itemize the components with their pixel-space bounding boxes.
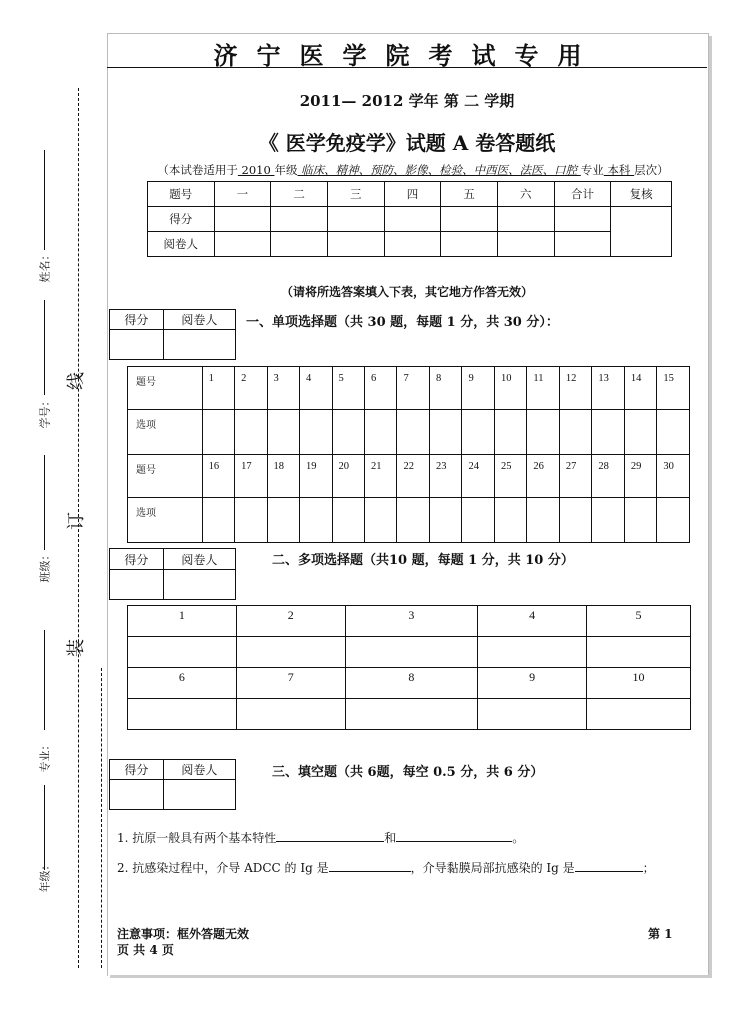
score-cell[interactable] (214, 207, 271, 232)
summary-header: 复核 (611, 182, 672, 207)
q2-text-end: ； (642, 861, 655, 875)
student-id-underline[interactable] (44, 300, 45, 395)
score-cell[interactable] (384, 207, 441, 232)
sc-answer-cell[interactable] (332, 498, 364, 543)
sc-answer-cell[interactable] (657, 410, 690, 455)
mc-number: 10 (587, 668, 691, 699)
name-label: 姓名： (38, 249, 52, 283)
frame-shadow-bottom (110, 975, 712, 978)
section3-title: 三、填空题（共 6题，每空 0.5 分，共 6 分） (272, 765, 544, 780)
grader-cell[interactable] (327, 232, 384, 257)
sc-number: 4 (300, 367, 332, 410)
sc-answer-cell[interactable] (365, 410, 397, 455)
major-underline[interactable] (44, 630, 45, 730)
class-label: 班级： (38, 549, 52, 583)
score-cell[interactable] (271, 207, 328, 232)
mc-answer-cell[interactable] (587, 637, 691, 668)
sc-number: 5 (332, 367, 364, 410)
sc-answer-cell[interactable] (202, 410, 234, 455)
binding-char-xian: 线 (66, 372, 87, 390)
q2-text-mid: ，介导黏膜局部抗感染的 Ig 是 (410, 861, 575, 875)
sc-answer-cell[interactable] (592, 498, 624, 543)
score-cell[interactable] (110, 570, 164, 600)
summary-header-row (148, 182, 672, 207)
mc-answer-cell[interactable] (345, 637, 478, 668)
sc-number: 24 (462, 455, 494, 498)
score-cell[interactable] (110, 330, 164, 360)
sc-answer-cell[interactable] (235, 498, 267, 543)
mc-number: 8 (345, 668, 478, 699)
name-underline[interactable] (44, 150, 45, 250)
scope-prefix: （本试卷适用于 (157, 163, 238, 177)
sc-answer-cell[interactable] (657, 498, 690, 543)
sc-answer-cell[interactable] (624, 410, 656, 455)
grader-cell[interactable] (163, 330, 235, 360)
mc-answer-cell[interactable] (478, 637, 587, 668)
sc-answer-cell[interactable] (365, 498, 397, 543)
section2-grader-box (109, 548, 236, 600)
sc-number: 26 (527, 455, 559, 498)
summary-header: 合计 (554, 182, 611, 207)
mc-number: 9 (478, 668, 587, 699)
sc-row-label: 题号 (128, 367, 203, 410)
mc-number: 3 (345, 606, 478, 637)
scope-major-suffix: 专业 (580, 163, 604, 177)
sc-number: 13 (592, 367, 624, 410)
grader-cell[interactable] (441, 232, 498, 257)
mc-answer-row (128, 699, 691, 730)
score-cell[interactable] (110, 780, 164, 810)
sc-row-label: 选项 (128, 410, 203, 455)
scope-grade: 2010 (237, 163, 275, 177)
major-label: 专业： (38, 739, 52, 773)
sc-answer-cell[interactable] (332, 410, 364, 455)
sc-row-label: 选项 (128, 498, 203, 543)
paper-title: 《 医学免疫学》试题 A 卷答题纸 (258, 131, 556, 155)
grader-cell[interactable] (497, 232, 554, 257)
summary-header: 一 (214, 182, 271, 207)
sc-number: 12 (559, 367, 591, 410)
mc-answer-cell[interactable] (236, 699, 345, 730)
summary-header: 二 (271, 182, 328, 207)
mc-number: 7 (236, 668, 345, 699)
mc-number: 5 (587, 606, 691, 637)
sc-number: 2 (235, 367, 267, 410)
answer-instruction: （请将所选答案填入下表，其它地方作答无效） (280, 285, 533, 299)
frame-shadow (709, 36, 712, 977)
binding-char-zhuang: 装 (66, 639, 87, 657)
score-cell[interactable] (441, 207, 498, 232)
review-cell[interactable] (611, 207, 672, 257)
sc-answer-cell[interactable] (429, 498, 461, 543)
sc-number: 1 (202, 367, 234, 410)
summary-header: 四 (384, 182, 441, 207)
sc-answer-cell[interactable] (462, 498, 494, 543)
summary-header: 五 (441, 182, 498, 207)
sc-number: 30 (657, 455, 690, 498)
mc-number: 2 (236, 606, 345, 637)
grader-cell[interactable] (214, 232, 271, 257)
score-label: 得分 (110, 760, 164, 780)
sc-number: 20 (332, 455, 364, 498)
q2-blank-1[interactable] (329, 871, 411, 872)
sc-number-row (128, 455, 690, 498)
sc-answer-row (128, 410, 690, 455)
grader-cell[interactable] (271, 232, 328, 257)
paper-scope (133, 162, 693, 178)
sc-number: 17 (235, 455, 267, 498)
sc-number: 18 (267, 455, 299, 498)
mc-answer-row (128, 637, 691, 668)
q1-blank-2[interactable] (396, 841, 512, 842)
q1-text-mid: 和 (384, 831, 397, 845)
q1-text-end: 。 (512, 831, 525, 845)
mc-answer-cell[interactable] (236, 637, 345, 668)
sc-number: 9 (462, 367, 494, 410)
scope-grade-suffix: 年级 (274, 163, 298, 177)
summary-header: 六 (497, 182, 554, 207)
sc-number-row (128, 367, 690, 410)
q1-blank-1[interactable] (276, 841, 384, 842)
mc-answer-cell[interactable] (587, 699, 691, 730)
sc-number: 28 (592, 455, 624, 498)
single-choice-table (127, 366, 690, 543)
sc-number: 21 (365, 455, 397, 498)
exam-term: 2011— 2012 学年 第 二 学期 (299, 92, 515, 110)
grader-cell[interactable] (163, 780, 235, 810)
sc-answer-cell[interactable] (462, 410, 494, 455)
grade-label: 年级： (38, 859, 52, 893)
sc-answer-cell[interactable] (527, 410, 559, 455)
sc-answer-cell[interactable] (235, 410, 267, 455)
sc-answer-cell[interactable] (559, 410, 591, 455)
sc-number: 10 (494, 367, 526, 410)
sc-answer-cell[interactable] (202, 498, 234, 543)
page-count: 页 共 4 页 (117, 943, 174, 957)
section2-title: 二、多项选择题（共10 题，每题 1 分，共 10 分） (272, 553, 574, 568)
grader-label: 阅卷人 (163, 760, 235, 780)
score-cell[interactable] (554, 207, 611, 232)
sc-number: 14 (624, 367, 656, 410)
scope-majors: 临床、精神、预防、影像、检验、中西医、法医、口腔 (297, 163, 581, 177)
mc-answer-cell[interactable] (128, 699, 237, 730)
summary-score-table (147, 181, 672, 257)
section1-title: 一、单项选择题（共 30 题，每题 1 分，共 30 分）： (246, 315, 559, 330)
page-number: 第 1 (648, 927, 673, 941)
notice-text: 注意事项：框外答题无效 (117, 927, 250, 941)
binding-dashed-line-inner (101, 668, 102, 968)
sc-number: 6 (365, 367, 397, 410)
mc-answer-cell[interactable] (128, 637, 237, 668)
q2-text: 2. 抗感染过程中，介导 ADCC 的 Ig 是 (117, 861, 329, 875)
sc-number: 25 (494, 455, 526, 498)
fill-question-2 (117, 859, 655, 876)
mc-number: 4 (478, 606, 587, 637)
sc-number: 3 (267, 367, 299, 410)
mc-answer-cell[interactable] (345, 699, 478, 730)
sc-answer-cell[interactable] (397, 498, 429, 543)
mc-answer-cell[interactable] (478, 699, 587, 730)
q2-blank-2[interactable] (575, 871, 643, 872)
sc-answer-cell[interactable] (494, 498, 526, 543)
grader-cell[interactable] (384, 232, 441, 257)
score-label: 得分 (110, 310, 164, 330)
summary-header: 题号 (148, 182, 215, 207)
sc-number: 11 (527, 367, 559, 410)
binding-char-ding: 订 (66, 512, 87, 530)
sc-answer-cell[interactable] (300, 410, 332, 455)
mc-number: 1 (128, 606, 237, 637)
class-underline[interactable] (44, 455, 45, 550)
sc-answer-cell[interactable] (494, 410, 526, 455)
sc-row-label: 题号 (128, 455, 203, 498)
sc-answer-cell[interactable] (429, 410, 461, 455)
q1-text: 1. 抗原一般具有两个基本特性 (117, 831, 277, 845)
scope-level-suffix: 层次） (634, 163, 669, 177)
grader-label: 阅卷人 (163, 310, 235, 330)
section3-grader-box (109, 759, 236, 810)
sc-answer-cell[interactable] (397, 410, 429, 455)
sc-number: 16 (202, 455, 234, 498)
sc-answer-cell[interactable] (267, 498, 299, 543)
sc-number: 15 (657, 367, 690, 410)
scope-level: 本科 (603, 163, 635, 177)
mc-number-row (128, 668, 691, 699)
summary-score-row (148, 207, 672, 232)
sc-answer-cell[interactable] (559, 498, 591, 543)
section1-grader-box (109, 309, 236, 360)
sc-answer-cell[interactable] (527, 498, 559, 543)
sc-answer-row (128, 498, 690, 543)
summary-row-label: 阅卷人 (148, 232, 215, 257)
grader-cell[interactable] (163, 570, 235, 600)
sc-number: 23 (429, 455, 461, 498)
student-id-label: 学号： (38, 395, 52, 429)
summary-grader-row (148, 232, 672, 257)
sc-answer-cell[interactable] (300, 498, 332, 543)
grader-label: 阅卷人 (163, 549, 235, 570)
sc-answer-cell[interactable] (267, 410, 299, 455)
sc-number: 7 (397, 367, 429, 410)
sc-number: 8 (429, 367, 461, 410)
fill-question-1 (117, 829, 524, 846)
mc-number: 6 (128, 668, 237, 699)
score-cell[interactable] (497, 207, 554, 232)
mc-number-row (128, 606, 691, 637)
sc-number: 19 (300, 455, 332, 498)
grader-cell[interactable] (554, 232, 611, 257)
score-label: 得分 (110, 549, 164, 570)
school-header: 济宁医学院考试专用 (213, 41, 601, 70)
summary-row-label: 得分 (148, 207, 215, 232)
score-cell[interactable] (327, 207, 384, 232)
sc-number: 27 (559, 455, 591, 498)
sc-answer-cell[interactable] (592, 410, 624, 455)
summary-header: 三 (327, 182, 384, 207)
sc-number: 22 (397, 455, 429, 498)
multi-choice-table (127, 605, 691, 730)
grade-underline[interactable] (44, 785, 45, 870)
sc-answer-cell[interactable] (624, 498, 656, 543)
sc-number: 29 (624, 455, 656, 498)
